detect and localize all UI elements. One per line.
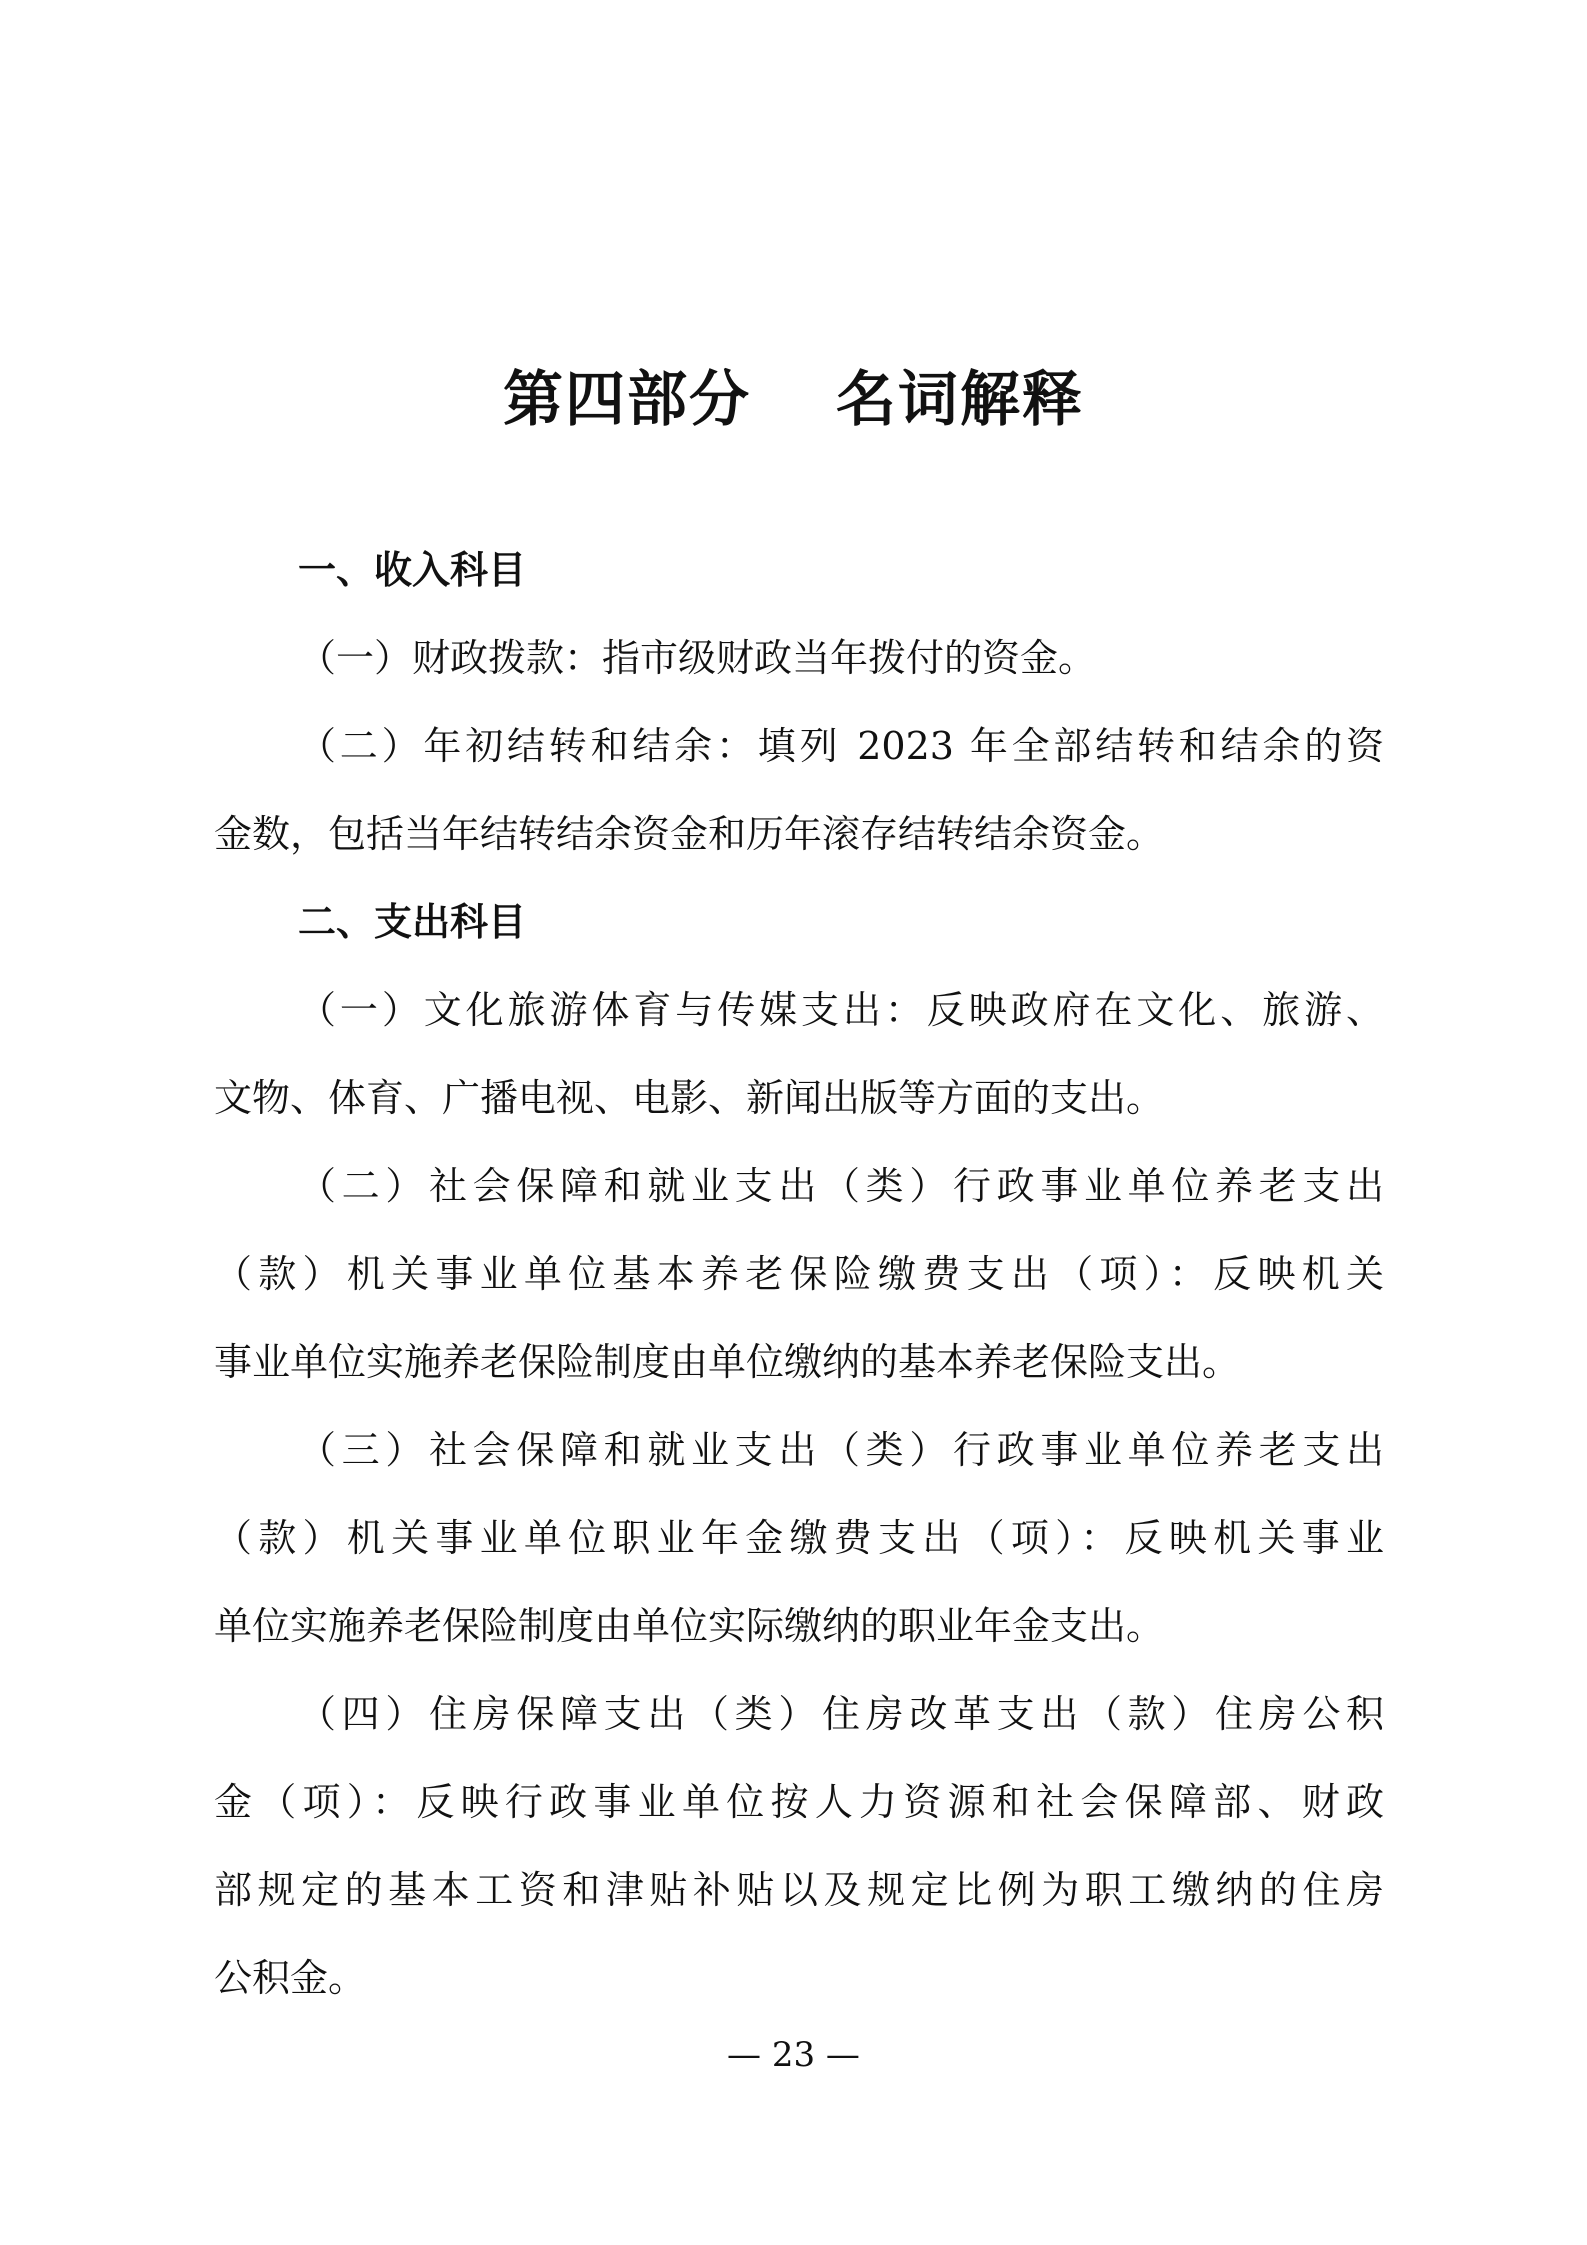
paragraph-line: （三）社会保障和就业支出（类）行政事业单位养老支出 <box>298 1428 1384 1472</box>
paragraph-line: 公积金。 <box>214 1956 367 2000</box>
paragraph-line: 事业单位实施养老保险制度由单位缴纳的基本养老保险支出。 <box>214 1340 1241 1384</box>
paragraph-line: 金（项）：反映行政事业单位按人力资源和社会保障部、财政 <box>214 1780 1384 1824</box>
document-body <box>214 526 1384 2022</box>
paragraph-line: （二）年初结转和结余：填列 2023 年全部结转和结余的资 <box>298 724 1384 768</box>
section-heading-income: 一、收入科目 <box>298 548 527 592</box>
paragraph-line: （四）住房保障支出（类）住房改革支出（款）住房公积 <box>298 1692 1384 1736</box>
paragraph-line: （款）机关事业单位基本养老保险缴费支出（项）：反映机关 <box>214 1252 1384 1296</box>
paragraph-line: 文物、体育、广播电视、电影、新闻出版等方面的支出。 <box>214 1076 1165 1120</box>
paragraph-line: （二）社会保障和就业支出（类）行政事业单位养老支出 <box>298 1164 1384 1208</box>
paragraph-line: 单位实施养老保险制度由单位实际缴纳的职业年金支出。 <box>214 1604 1165 1648</box>
paragraph-line: 金数，包括当年结转结余资金和历年滚存结转结余资金。 <box>214 812 1165 856</box>
paragraph-line: （一）财政拨款：指市级财政当年拨付的资金。 <box>298 636 1097 680</box>
paragraph-line: （一）文化旅游体育与传媒支出：反映政府在文化、旅游、 <box>298 988 1384 1032</box>
section-heading-expenditure: 二、支出科目 <box>298 900 527 944</box>
paragraph-line: 部规定的基本工资和津贴补贴以及规定比例为职工缴纳的住房 <box>214 1868 1384 1912</box>
page-number: — 23 — <box>727 2035 860 2075</box>
paragraph-line: （款）机关事业单位职业年金缴费支出（项）：反映机关事业 <box>214 1516 1384 1560</box>
page-title: 第四部分 名词解释 <box>503 365 1084 435</box>
